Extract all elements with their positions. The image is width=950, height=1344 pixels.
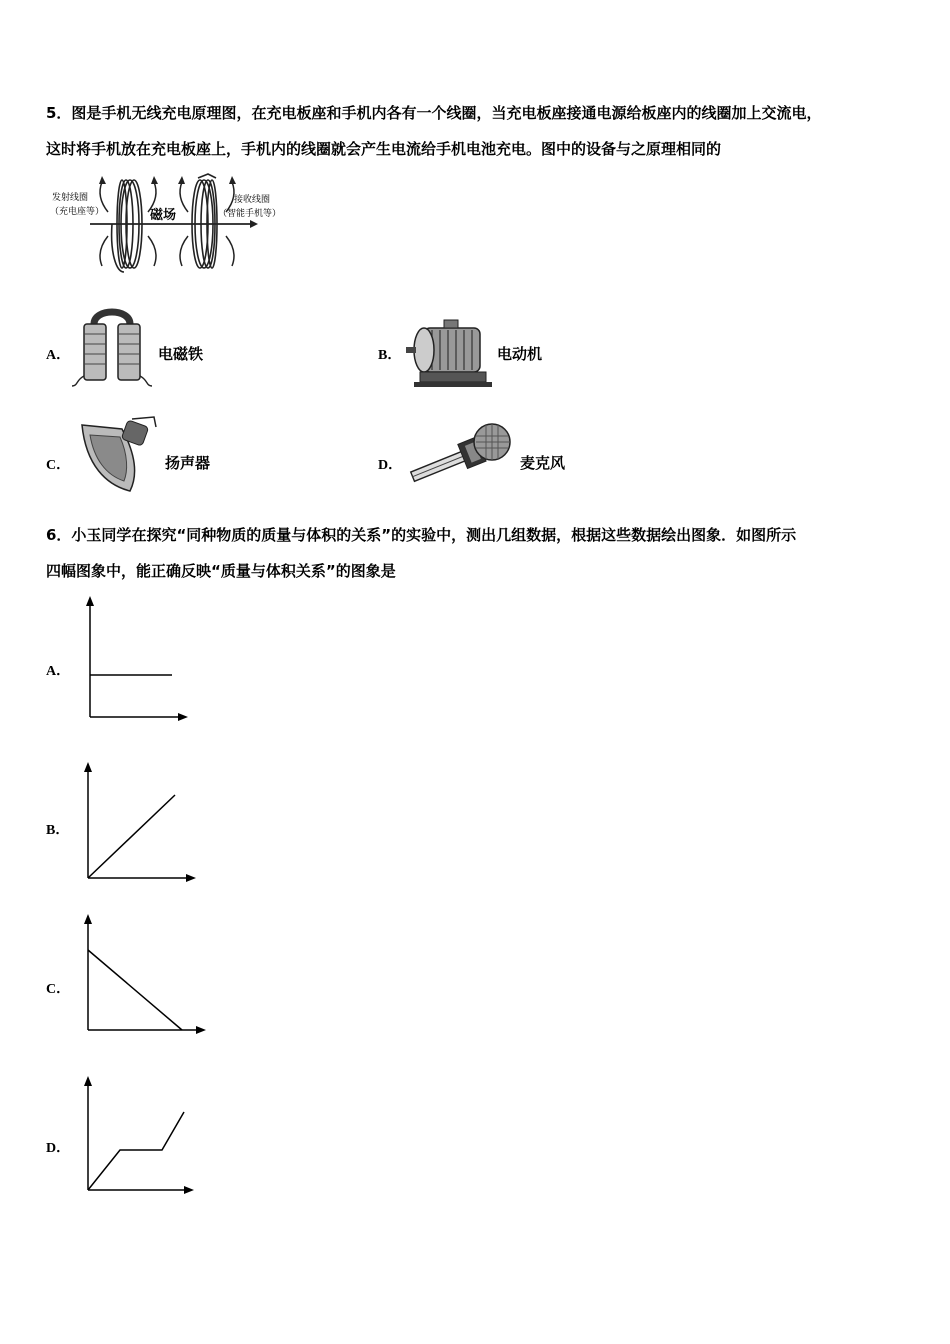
y-axis-arrow — [86, 596, 94, 606]
graph-line — [88, 1112, 184, 1190]
microphone-image — [406, 420, 516, 490]
q5-option-a-letter: A． — [46, 348, 71, 363]
receive-coil-sublabel: （智能手机等） — [218, 209, 282, 219]
x-axis-arrow — [186, 874, 196, 882]
y-axis-arrow — [84, 762, 92, 772]
q5-option-c-label: 扬声器 — [165, 454, 211, 472]
q6-graph-b — [78, 762, 200, 886]
q6-graph-d — [78, 1076, 200, 1200]
y-axis-arrow — [84, 914, 92, 924]
q6-graph-a — [80, 596, 192, 726]
transmit-coil — [112, 180, 142, 272]
q5-option-d-letter: D． — [378, 458, 403, 473]
electromagnet-image — [72, 306, 152, 388]
q6-option-b-letter: B． — [46, 823, 70, 838]
q6-graph-c — [78, 914, 210, 1038]
q5-option-b-letter: B． — [378, 348, 402, 363]
q5-option-b-label: 电动机 — [497, 345, 543, 363]
receive-coil — [192, 174, 217, 268]
wireless-charging-diagram — [50, 172, 290, 277]
q6-text-line-1: 6．小玉同学在探究“同种物质的质量与体积的关系”的实验中，测出几组数据，根据这些数据绘出图象．如图所示 — [46, 526, 797, 544]
x-axis-arrow — [178, 713, 188, 721]
coil-figure — [50, 172, 290, 277]
graph-line — [88, 950, 182, 1030]
q6-option-d-letter: D． — [46, 1141, 71, 1156]
speaker-image — [76, 415, 158, 493]
q6-option-c-letter: C． — [46, 982, 71, 997]
q5-text-line-2: 这时将手机放在充电板座上，手机内的线圈就会产生电流给手机电池充电。图中的设备与之原理相同的 — [46, 140, 722, 158]
q6-option-a-letter: A． — [46, 664, 71, 679]
transmit-coil-label: 发射线圈 — [52, 193, 89, 203]
transmit-coil-sublabel: （充电座等） — [50, 207, 105, 217]
q5-text-line-1: 5．图是手机无线充电原理图，在充电板座和手机内各有一个线圈，当充电板座接通电源给板座内的线圈加上交流电， — [46, 104, 822, 122]
q5-option-d-label: 麦克风 — [520, 454, 566, 472]
y-axis-arrow — [84, 1076, 92, 1086]
x-axis-arrow — [196, 1026, 206, 1034]
q5-option-a-label: 电磁铁 — [158, 345, 204, 363]
q6-text-line-2: 四幅图象中，能正确反映“质量与体积关系”的图象是 — [46, 562, 396, 580]
magnetic-field-label: 磁场 — [150, 208, 177, 223]
graph-line — [88, 795, 175, 878]
electric-motor-image — [404, 320, 494, 390]
x-axis-arrow — [184, 1186, 194, 1194]
receive-coil-label: 接收线圈 — [234, 195, 271, 205]
q5-option-c-letter: C． — [46, 458, 71, 473]
